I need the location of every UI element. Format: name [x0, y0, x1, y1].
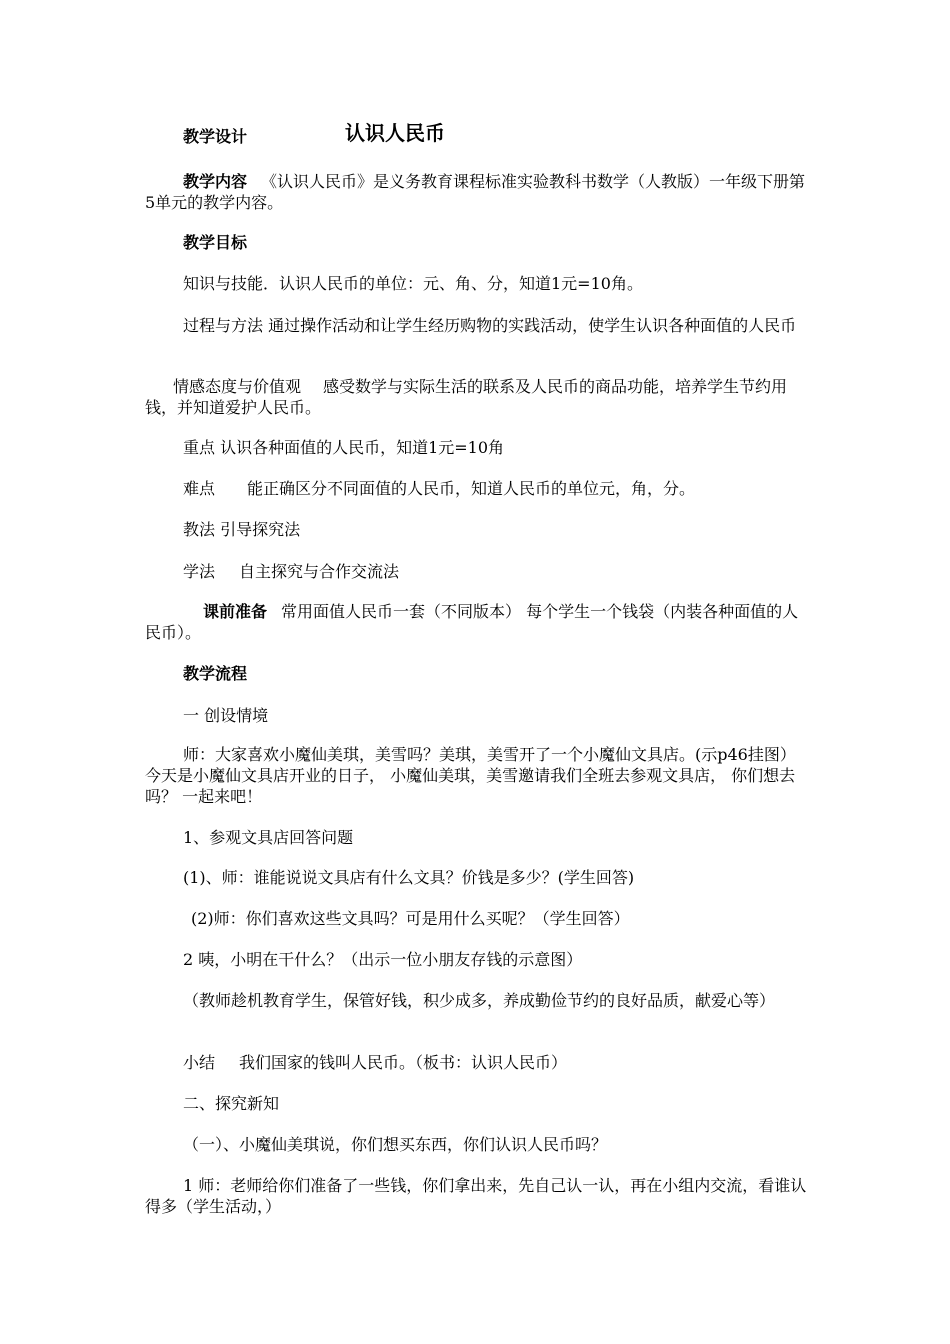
- question-2: (2)师：你们喜欢这些文具吗？可是用什么买呢？（学生回答）: [191, 909, 630, 928]
- difficulty-text: 能正确区分不同面值的人民币，知道人民币的单位元，角，分。: [247, 479, 696, 498]
- summary-text: 我们国家的钱叫人民币。（板书：认识人民币）: [239, 1053, 568, 1072]
- teacher-note: （教师趁机教育学生，保管好钱，积少成多，养成勤俭节约的良好品质，献爱心等）: [183, 991, 776, 1010]
- summary-label: 小结: [183, 1053, 216, 1072]
- goals-heading: 教学目标: [183, 233, 248, 252]
- difficulty-label: 难点: [183, 479, 216, 498]
- page-title: 认识人民币: [345, 121, 445, 145]
- teaching-method: 教法 引导探究法: [183, 520, 301, 539]
- goal-emotion-text: 感受数学与实际生活的联系及人民币的商品功能，培养学生节约用钱，并知道爱护人民币。: [145, 377, 788, 417]
- content-label: 教学内容: [183, 172, 248, 191]
- learning-method: [145, 561, 810, 582]
- teacher-intro: 师：大家喜欢小魔仙美琪，美雪吗？美琪，美雪开了一个小魔仙文具店。(示p46挂图）今天是小魔仙文具店开业的日子， 小魔仙美琪，美雪邀请我们全班去参观文具店， 你们想去吗？ 一起来吧！: [145, 745, 796, 806]
- subsection-1: （一）、小魔仙美琪说，你们想买东西，你们认识人民币吗？: [183, 1135, 608, 1154]
- preparation-text: 常用面值人民币一套（不同版本） 每个学生一个钱袋（内装各种面值的人民币）。: [145, 602, 799, 642]
- preparation: [145, 601, 810, 643]
- flow-heading: 教学流程: [183, 664, 248, 683]
- activity-1: 1 师：老师给你们准备了一些钱，你们拿出来，先自己认一认，再在小组内交流，看谁认得多（学生活动，）: [145, 1176, 807, 1216]
- doc-type-label: 教学设计: [183, 127, 248, 146]
- summary: [145, 1052, 810, 1073]
- goal-emotion: [145, 376, 810, 418]
- content-text: 《认识人民币》是义务教育课程标准实验教科书数学（人教版）一年级下册第5单元的教学内容。: [145, 172, 806, 212]
- goal-knowledge: 知识与技能．认识人民币的单位：元、角、分，知道1元=10角。: [183, 274, 643, 293]
- preparation-label: 课前准备: [203, 602, 268, 621]
- section-2-heading: 二、探究新知: [183, 1094, 280, 1113]
- step-2: 2 咦，小明在干什么？（出示一位小朋友存钱的示意图）: [183, 950, 583, 969]
- content-paragraph: [145, 171, 810, 213]
- learning-method-label: 学法: [183, 562, 216, 581]
- difficulty: [145, 478, 810, 499]
- goal-process: 过程与方法 通过操作活动和让学生经历购物的实践活动，使学生认识各种面值的人民币: [183, 316, 797, 335]
- section-1-heading: 一 创设情境: [183, 706, 269, 725]
- step-1: 1、参观文具店回答问题: [183, 828, 354, 847]
- key-point: 重点 认识各种面值的人民币，知道1元=10角: [183, 438, 505, 457]
- question-1: (1)、师：谁能说说文具店有什么文具？价钱是多少？(学生回答): [183, 868, 635, 887]
- learning-method-text: 自主探究与合作交流法: [239, 562, 400, 581]
- goal-emotion-label: 情感态度与价值观: [173, 377, 302, 396]
